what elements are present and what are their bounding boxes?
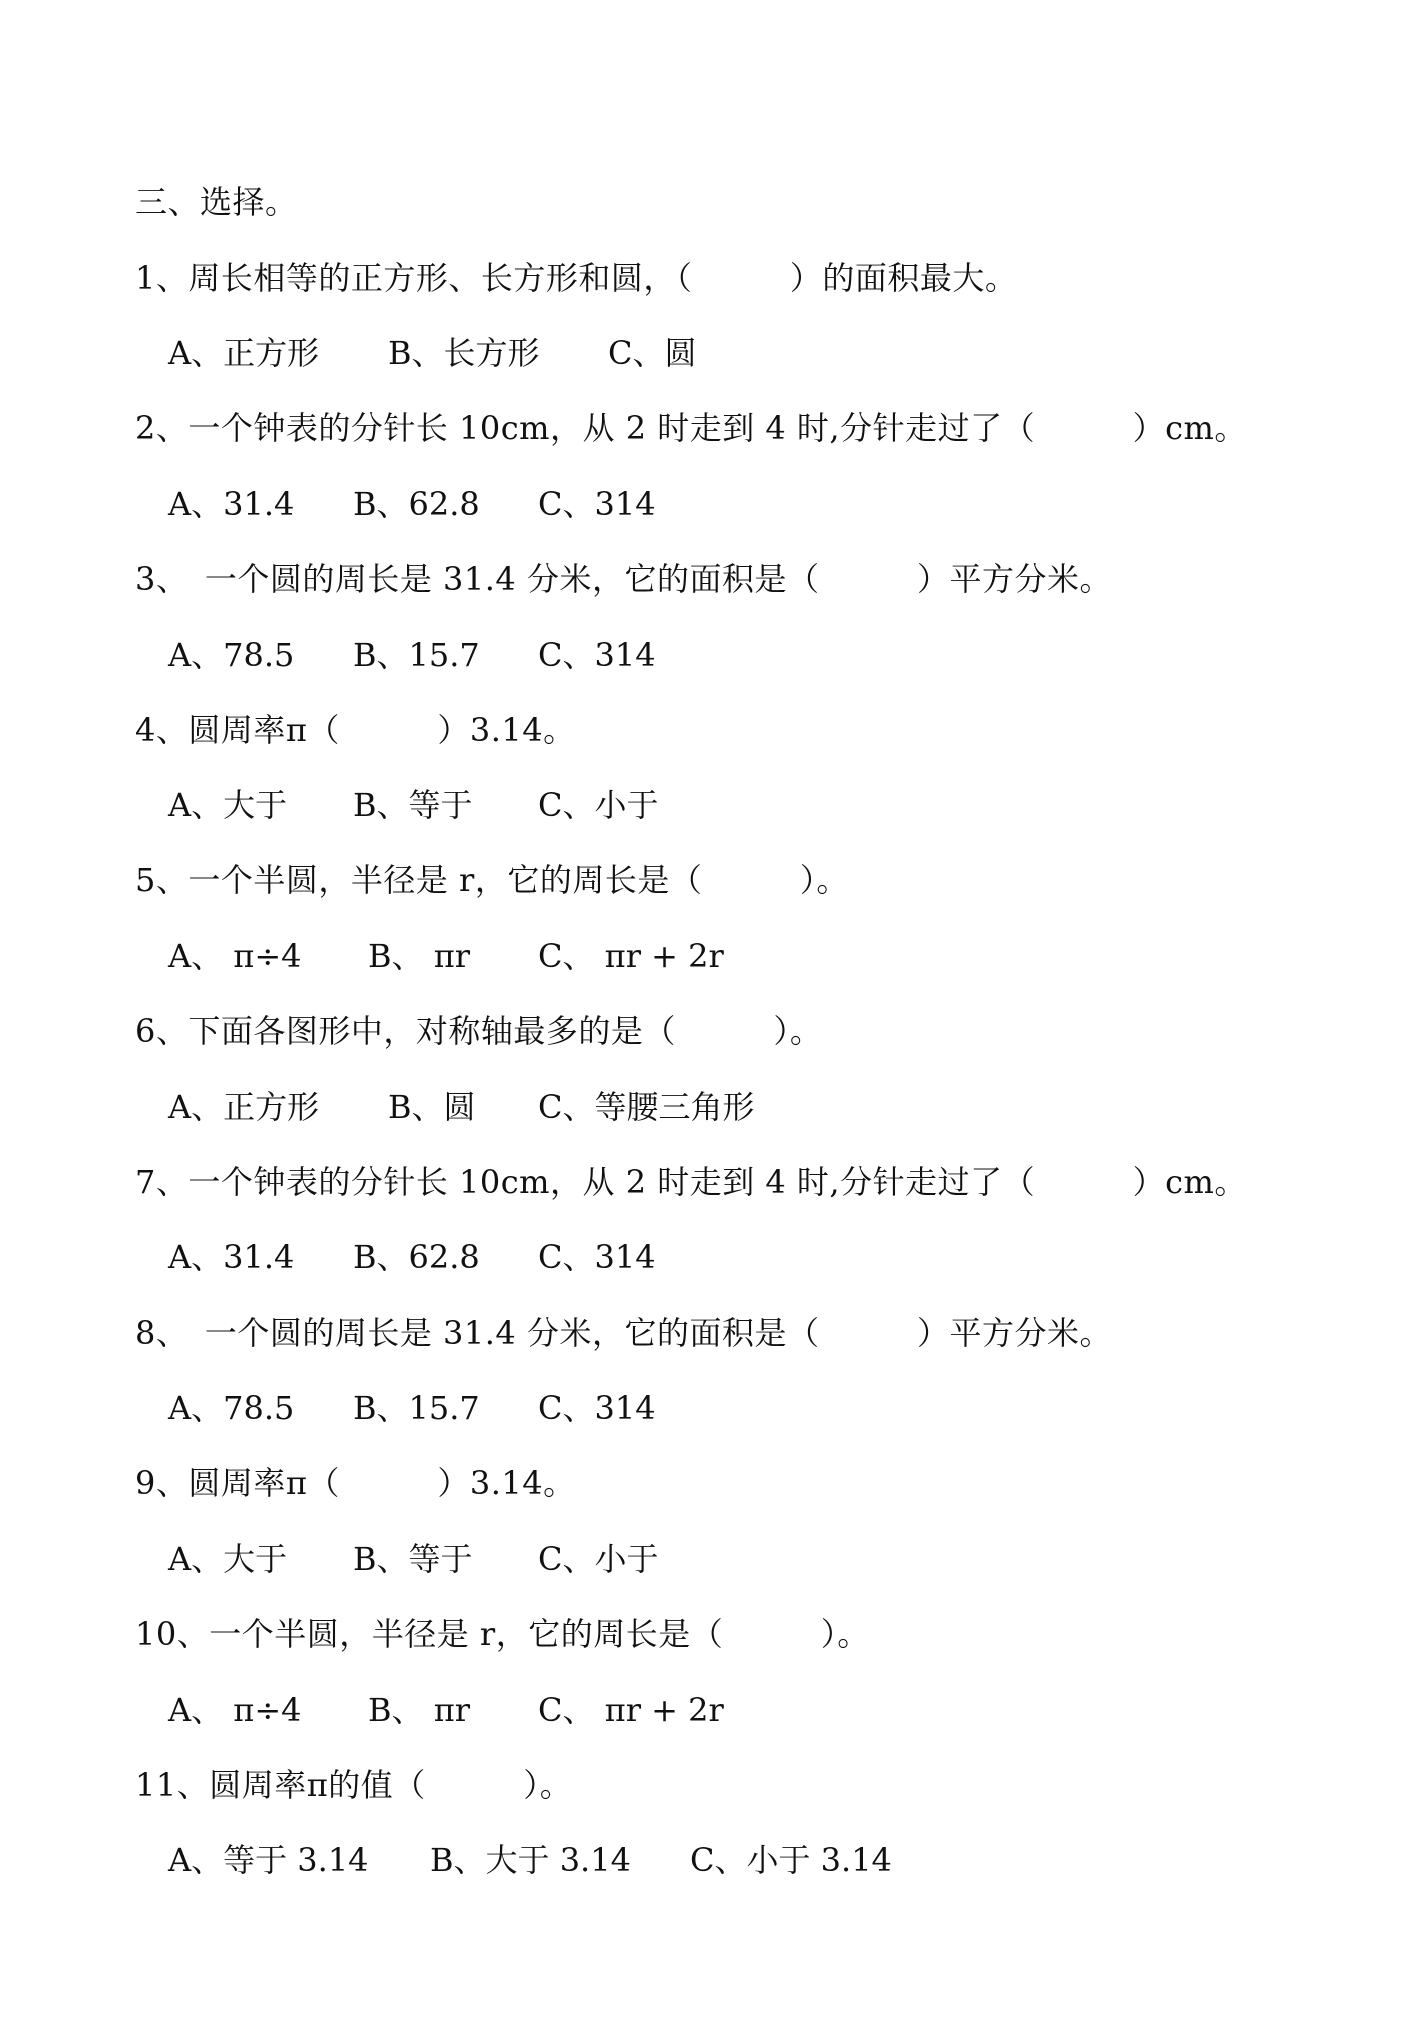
option-b: B、15.7: [353, 1389, 480, 1427]
option-c: C、小于: [538, 1540, 659, 1578]
question-3: 3、 一个圆的周长是 31.4 分米，它的面积是（ ）平方分米。: [135, 560, 1112, 598]
option-c: C、314: [538, 1389, 656, 1427]
option-a: A、大于: [168, 1540, 288, 1578]
question-9: 9、圆周率π（ ）3.14。: [135, 1464, 576, 1502]
option-c: C、小于: [538, 786, 659, 824]
option-b: B、 πr: [368, 937, 471, 975]
option-a: A、31.4: [168, 485, 295, 523]
option-c: C、314: [538, 1238, 656, 1276]
question-2: 2、一个钟表的分针长 10cm，从 2 时走到 4 时,分针走过了（ ）cm。: [135, 409, 1247, 447]
option-a: A、等于 3.14: [168, 1841, 369, 1879]
option-c: C、圆: [608, 334, 697, 372]
option-a: A、 π÷4: [168, 1691, 302, 1729]
option-b: B、等于: [353, 786, 473, 824]
option-a: A、31.4: [168, 1238, 295, 1276]
question-10: 10、一个半圆，半径是 r，它的周长是（ ）。: [135, 1615, 870, 1653]
option-b: B、15.7: [353, 636, 480, 674]
question-1: 1、周长相等的正方形、长方形和圆，（ ）的面积最大。: [135, 259, 1018, 297]
option-b: B、大于 3.14: [430, 1841, 631, 1879]
section-title: 三、选择。: [135, 183, 298, 221]
question-6: 6、下面各图形中，对称轴最多的是（ ）。: [135, 1012, 823, 1050]
option-a: A、正方形: [168, 334, 320, 372]
question-8: 8、 一个圆的周长是 31.4 分米，它的面积是（ ）平方分米。: [135, 1314, 1112, 1352]
option-b: B、圆: [388, 1088, 476, 1126]
question-11: 11、圆周率π的值（ ）。: [135, 1766, 573, 1804]
option-a: A、 π÷4: [168, 937, 302, 975]
option-c: C、等腰三角形: [538, 1088, 755, 1126]
option-b: B、长方形: [388, 334, 540, 372]
option-b: B、 πr: [368, 1691, 471, 1729]
option-c: C、小于 3.14: [690, 1841, 892, 1879]
option-a: A、正方形: [168, 1088, 320, 1126]
option-b: B、62.8: [353, 485, 480, 523]
option-a: A、78.5: [168, 636, 295, 674]
option-b: B、等于: [353, 1540, 473, 1578]
option-c: C、 πr + 2r: [538, 1691, 724, 1729]
question-4: 4、圆周率π（ ）3.14。: [135, 711, 576, 749]
option-c: C、314: [538, 485, 656, 523]
question-5: 5、一个半圆，半径是 r，它的周长是（ ）。: [135, 861, 849, 899]
option-c: C、314: [538, 636, 656, 674]
option-b: B、62.8: [353, 1238, 480, 1276]
question-7: 7、一个钟表的分针长 10cm，从 2 时走到 4 时,分针走过了（ ）cm。: [135, 1163, 1247, 1201]
option-c: C、 πr + 2r: [538, 937, 724, 975]
question-11-options: [168, 1840, 892, 2040]
option-a: A、大于: [168, 786, 288, 824]
option-a: A、78.5: [168, 1389, 295, 1427]
